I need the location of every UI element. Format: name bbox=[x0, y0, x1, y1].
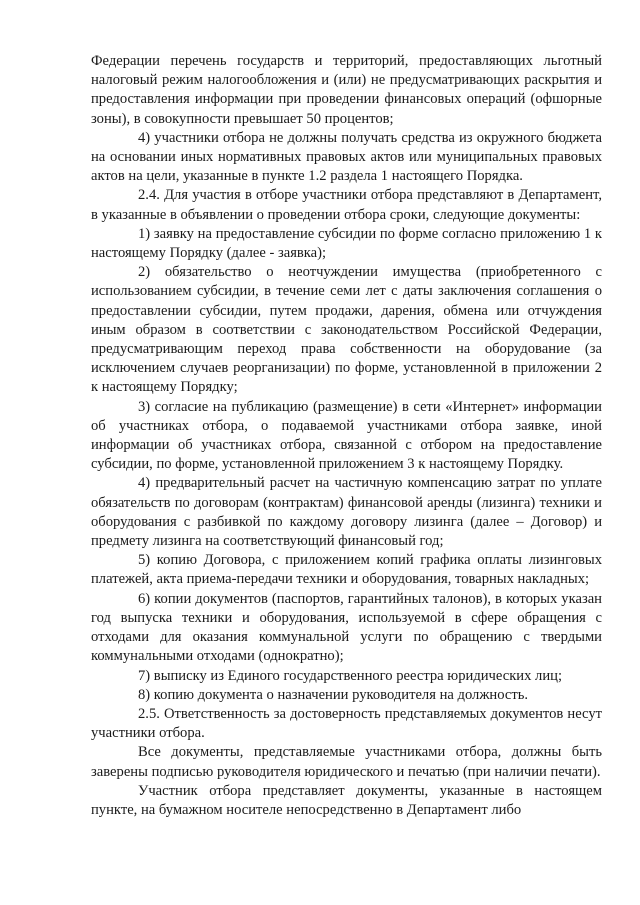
paragraph-submission: Участник отбора представляет документы, указанные в настоящем пункте, на бумажном носителе непосредственно в Департамент либо bbox=[91, 782, 602, 818]
paragraph-section-2-4: 2.4. Для участия в отборе участники отбора представляют в Департамент, в указанные в объявлении о проведении отбора сроки, следующие документы: bbox=[91, 187, 602, 223]
paragraph-doc-item-3: 3) согласие на публикацию (размещение) в сети «Интернет» информации об участниках отбора, о подаваемой участниками отбора заявке, иной информации об участниках отбора, связанной с отбором на предоставление субсидии, по форме, установленной приложением 3 к настоящему Порядку. bbox=[91, 398, 602, 473]
paragraph-offshore-zones: Федерации перечень государств и территорий, предоставляющих льготный налоговый режим налогообложения и (или) не предусматривающих раскрытия и предоставления информации при проведении финансовых операций (офшорные зоны), в совокупности превышает 50 процентов; bbox=[91, 53, 602, 127]
paragraph-doc-item-2: 2) обязательство о неотчуждении имущества (приобретенного с использованием субсидии, в течение семи лет с даты заключения соглашения о предоставлении субсидии, путем продажи, дарения, обмена или отчуждения иным образом в соответствии с законодательством Российской Федерации, предусматривающим переход права собственности на оборудование (за исключением случаев реорганизации) по форме, установленной в приложении 2 к настоящему Порядку; bbox=[91, 264, 602, 396]
paragraph-doc-item-5: 5) копию Договора, с приложением копий графика оплаты лизинговых платежей, акта приема-передачи техники и оборудования, товарных накладных; bbox=[91, 552, 602, 588]
paragraph-item-4-district-budget: 4) участники отбора не должны получать средства из окружного бюджета на основании иных нормативных правовых актов или муниципальных правовых актов на цели, указанные в пункте 1.2 раздела 1 настоящего Порядка. bbox=[91, 129, 602, 185]
document-page bbox=[91, 52, 602, 820]
paragraph-doc-item-1: 1) заявку на предоставление субсидии по форме согласно приложению 1 к настоящему Порядку (далее - заявка); bbox=[91, 225, 602, 262]
paragraph-doc-item-8: 8) копию документа о назначении руководителя на должность. bbox=[138, 686, 529, 703]
paragraph-doc-item-7: 7) выписку из Единого государственного реестра юридических лиц; bbox=[138, 667, 563, 684]
paragraph-doc-item-6: 6) копии документов (паспортов, гарантийных талонов), в которых указан год выпуска техники и оборудования, используемой в сфере обращения с отходами для оказания коммунальной услуги по обращению с твердыми коммунальными отходами (однократно); bbox=[91, 590, 602, 665]
paragraph-certification: Все документы, представляемые участниками отбора, должны быть заверены подписью руководителя юридического и печатью (при наличии печати). bbox=[91, 744, 602, 780]
paragraph-section-2-5: 2.5. Ответственность за достоверность представляемых документов несут участники отбора. bbox=[91, 705, 602, 742]
paragraph-doc-item-4: 4) предварительный расчет на частичную компенсацию затрат по уплате обязательств по договорам (контрактам) финансовой аренды (лизинга) техники и оборудования с разбивкой по каждому договору лизинга (далее – Договор) и предмету лизинга на соответствующий финансовый год; bbox=[91, 475, 602, 550]
